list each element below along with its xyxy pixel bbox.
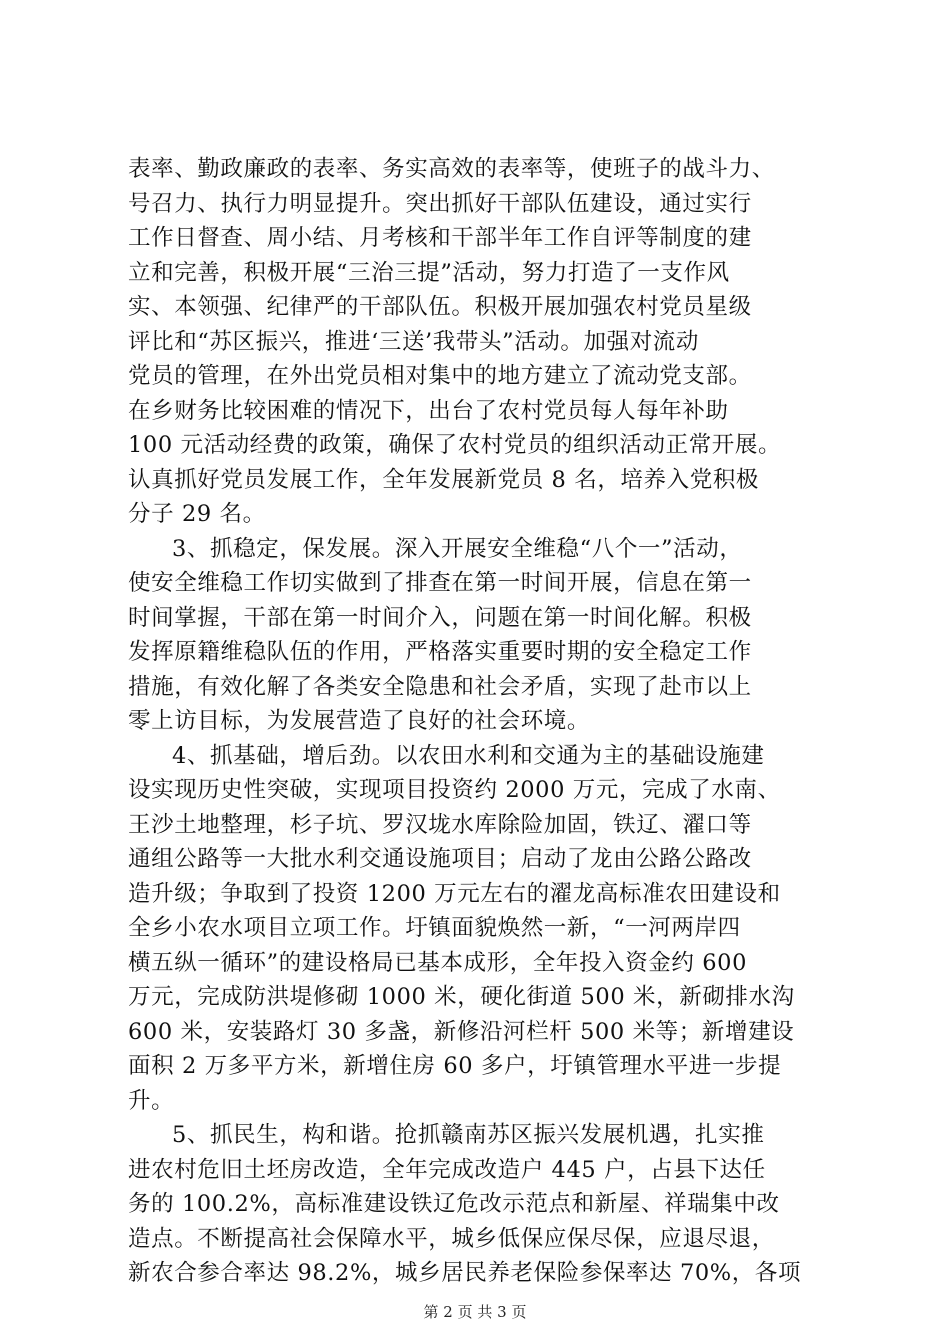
text-line: 5、抓民生，构和谐。抢抓赣南苏区振兴发展机遇，扎实推 (172, 1122, 765, 1148)
text-line: 万元，完成防洪堤修砌 1000 米，硬化街道 500 米，新砌排水沟 (128, 984, 795, 1010)
text-line: 通组公路等一大批水利交通设施项目；启动了龙由公路公路改 (128, 846, 752, 872)
text-line: 务的 100.2%，高标准建设铁辽危改示范点和新屋、祥瑞集中改 (128, 1191, 780, 1217)
text-line: 新农合参合率达 98.2%，城乡居民养老保险参保率达 70%，各项 (128, 1260, 802, 1286)
text-line: 600 米，安装路灯 30 多盏，新修沿河栏杆 500 米等；新增建设 (128, 1018, 795, 1045)
text-line: 号召力、执行力明显提升。突出抓好干部队伍建设，通过实行 (128, 190, 752, 217)
page-footer: 第 2 页 共 3 页 (423, 1303, 527, 1321)
text-line: 进农村危旧土坯房改造，全年完成改造户 445 户，占县下达任 (128, 1156, 766, 1183)
text-line: 使安全维稳工作切实做到了排查在第一时间开展，信息在第一 (128, 570, 752, 596)
text-line: 王沙土地整理，杉子坑、罗汉垅水库除险加固，铁辽、濯口等 (128, 811, 752, 838)
text-line: 4、抓基础，增后劲。以农田水利和交通为主的基础设施建 (172, 742, 765, 769)
text-line: 升。 (128, 1087, 175, 1114)
text-line: 评比和“苏区振兴，推进‘三送’我带头”活动。加强对流动 (128, 328, 700, 355)
text-line: 在乡财务比较困难的情况下，出台了农村党员每人每年补助 (128, 397, 729, 424)
text-line: 党员的管理，在外出党员相对集中的地方建立了流动党支部。 (128, 363, 752, 389)
text-line: 设实现历史性突破，实现项目投资约 2000 万元，完成了水南、 (128, 777, 781, 803)
text-line: 立和完善，积极开展“三治三提”活动，努力打造了一支作风 (128, 259, 730, 286)
text-line: 全乡小农水项目立项工作。圩镇面貌焕然一新，“一河两岸四 (128, 915, 741, 941)
text-line: 认真抓好党员发展工作，全年发展新党员 8 名，培养入党积极 (128, 466, 760, 493)
text-line: 3、抓稳定，保发展。深入开展安全维稳“八个一”活动， (172, 535, 743, 562)
text-line: 100 元活动经费的政策，确保了农村党员的组织活动正常开展。 (128, 432, 782, 458)
text-line: 造点。不断提高社会保障水平，城乡低保应保尽保，应退尽退， (128, 1225, 775, 1252)
text-line: 时间掌握，干部在第一时间介入，问题在第一时间化解。积极 (128, 604, 752, 631)
text-line: 分子 29 名。 (128, 501, 266, 527)
text-line: 发挥原籍维稳队伍的作用，严格落实重要时期的安全稳定工作 (128, 639, 752, 665)
text-line: 零上访目标，为发展营造了良好的社会环境。 (128, 708, 591, 734)
text-line: 表率、勤政廉政的表率、务实高效的表率等，使班子的战斗力、 (128, 156, 775, 182)
text-line: 实、本领强、纪律严的干部队伍。积极开展加强农村党员星级 (128, 294, 752, 320)
text-line: 措施，有效化解了各类安全隐患和社会矛盾，实现了赴市以上 (128, 673, 752, 700)
text-line: 造升级；争取到了投资 1200 万元左右的濯龙高标准农田建设和 (128, 880, 781, 907)
text-line: 横五纵一循环”的建设格局已基本成形，全年投入资金约 600 (128, 949, 748, 976)
text-line: 面积 2 万多平方米，新增住房 60 多户，圩镇管理水平进一步提 (128, 1053, 782, 1079)
body-text (128, 152, 828, 1291)
text-line: 工作日督查、周小结、月考核和干部半年工作自评等制度的建 (128, 225, 752, 251)
